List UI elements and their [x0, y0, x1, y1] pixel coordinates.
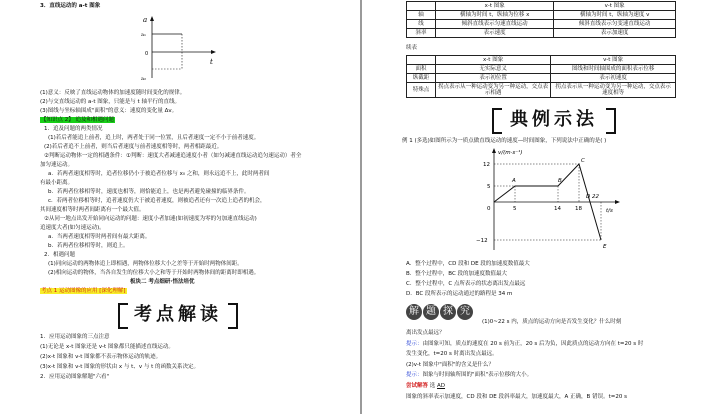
table-cell: 表示初速度: [551, 74, 676, 83]
answer-value: AD: [437, 383, 446, 389]
a-t-graph: [138, 14, 218, 82]
point-c-label: C: [581, 158, 585, 164]
table-header-cell: [407, 2, 436, 11]
right-bracket: [606, 108, 616, 134]
v-t-graph: [472, 146, 622, 254]
table-cell: 拐点表示从一种运动变为另一种运动，交点表示相遇: [436, 83, 551, 98]
y-tick-5: 5: [487, 184, 491, 190]
table-cell: 特殊点: [407, 83, 436, 98]
a-axis-label: a: [143, 16, 148, 24]
body-line: a．若两者速度相等时，追者位移仍小于被追者位移与 x₀ 之和，则永远追不上，此时两者间: [48, 171, 270, 177]
hint-1-cont: 发生变化，t=20 s 时离出发点最远。: [406, 351, 498, 357]
table-cell: 倾斜直线表示匀速直线运动: [436, 20, 554, 29]
table-cell: 表示加速度: [554, 29, 676, 38]
hint-1: [406, 342, 643, 348]
body-line: 有最小距离。: [40, 180, 74, 186]
body-line: (3)图线与坐标轴围成"面积"的意义：速度的变化量 Δv。: [40, 108, 178, 114]
left-bracket: [118, 303, 128, 329]
table-cell: 纵截距: [407, 74, 436, 83]
banner-text: 考点解读: [134, 303, 222, 325]
comparison-table-continued: [406, 55, 676, 98]
table-cell: 线: [407, 20, 436, 29]
table-cell: 拐点表示从一种运动变为另一种运动，交点表示速度相等: [551, 83, 676, 98]
point-b-label: B: [558, 178, 562, 184]
table-cell: 倾斜直线表示匀变速直线运动: [554, 20, 676, 29]
option-b: B．整个过程中，BC 段的加速度数值最大: [406, 271, 508, 277]
question-2: (2)v-t 图象中"面积"的含义是什么？: [406, 362, 494, 368]
tile-tan: 探: [440, 304, 456, 320]
jieti-tanjiu-tiles: [406, 304, 474, 320]
y-tick-neg12: −12: [476, 238, 488, 244]
section-heading: 3．直线运动的 a-t 图象: [40, 3, 101, 9]
body-line: ②从同一地点出发开始同向运动的问题：速度小者加速(如初速度为零的匀加速直线运动): [44, 216, 257, 222]
v-axis-label: v/(m·s⁻¹): [498, 150, 523, 156]
table-cell: 表示初位置: [436, 74, 551, 83]
origin-label: 0: [145, 51, 149, 57]
right-bracket: [228, 303, 238, 329]
body-line: (3)x-t 图象和 v-t 图象的形状由 x 与 t、v 与 t 的函数关系决定。: [40, 364, 199, 370]
tile-ti: 题: [423, 304, 439, 320]
body-line: 1．追及问题的两类情况: [44, 126, 103, 132]
t-axis-label: t: [210, 58, 213, 66]
tile-jie: 解: [406, 304, 422, 320]
hint-label: 提示：: [406, 341, 423, 347]
body-line: (2)x-t 图象和 v-t 图象都不表示物体运动的轨迹。: [40, 354, 162, 360]
left-bracket: [492, 108, 502, 134]
table-cell: 面积: [407, 65, 436, 74]
option-a: A．整个过程中，CD 段和 DE 段的加速度数值最大: [406, 261, 530, 267]
table-cell: 横轴为时间 t，纵轴为位移 x: [436, 11, 554, 20]
table-header-cell: v-t 图象: [551, 56, 676, 65]
table-row: [407, 20, 676, 29]
right-page: [362, 0, 720, 414]
body-line: ②判断运动物体一定的相遇条件：①判断：速度大者减速追速度小者（如匀减速直线运动追匀速运动）者全: [44, 153, 302, 159]
hint-text: 由图象可知，质点的速度在 20 s 前为正，20 s 后为负，因此质点的运动方向在 t=20 s 时: [422, 341, 644, 347]
banner-text: 典例示法: [510, 108, 598, 130]
table-header-cell: x-t 图象: [436, 2, 554, 11]
table-row: [407, 65, 676, 74]
answer-label: 尝试解答: [406, 383, 429, 389]
hint-label: 提示：: [406, 372, 423, 378]
table-cell: 斜率: [407, 29, 436, 38]
table-header-row: [407, 2, 676, 11]
answer-prefix: 选: [429, 383, 436, 389]
dianli-shifa-banner: [492, 108, 616, 132]
option-c: C．整个过程中，C 点所表示的状态离出发点最远: [406, 281, 526, 287]
body-line: 加匀速运动。: [40, 162, 74, 168]
y-tick-0: 0: [487, 206, 491, 212]
kaodian-jiedu-banner: [118, 303, 238, 327]
table-header-cell: [407, 56, 436, 65]
tile-jiu: 究: [457, 304, 473, 320]
solution-text: 图象的斜率表示加速度，CD 段和 DE 段斜率最大，加速度最大，A 正确，B 错误。t=20 s: [406, 394, 627, 400]
body-line: c．若两者位移相等时，追者速度仍大于被追者速度，则被追者还有一次追上追者的机会，: [48, 198, 266, 204]
a2-label: a₂: [141, 76, 146, 82]
table-cell: 无实际意义: [436, 65, 551, 74]
x-tick-22: D 22: [586, 194, 599, 200]
table-row: [407, 11, 676, 20]
x-tick-5: 5: [513, 206, 517, 212]
body-line: b．若两者位移相等时，则追上。: [48, 243, 129, 249]
body-line: 其间速度相等时两者间距离有一个最大值。: [40, 207, 145, 213]
y-tick-12: 12: [483, 162, 490, 168]
t-axis-label: t/s: [606, 208, 613, 214]
topic-tag: 考点 1 运动图像的应用 [深化理解]: [41, 288, 126, 294]
table-header-cell: v-t 图象: [554, 2, 676, 11]
body-line: 追速度大者(如匀速运动)。: [40, 225, 105, 231]
body-line: (1)无论是 x-t 图象还是 v-t 图象都只能描述直线运动。: [40, 344, 174, 350]
table-cell: 表示速度: [436, 29, 554, 38]
body-line: 2．应用运动图象解题"六看": [40, 374, 110, 380]
table-header-cell: x-t 图象: [436, 56, 551, 65]
table-cell: 轴: [407, 11, 436, 20]
option-d: D．BC 段所表示的运动通过的路程是 34 m: [406, 291, 513, 297]
answer-line: [406, 384, 445, 390]
table-row: [407, 83, 676, 98]
question-1-cont: 离出发点最远？: [406, 330, 445, 336]
body-line: (1)意义：反映了直线运动物体的加速度随时间变化的规律。: [40, 90, 186, 96]
table-header-row: [407, 56, 676, 65]
body-line: (1)同向运动的两物体追上即相遇，两物体位移大小之差等于开始时两物体间距。: [48, 261, 243, 267]
a1-label: a₁: [141, 32, 146, 38]
body-line: 2．相遇问题: [44, 252, 75, 258]
hint-2: [406, 373, 532, 379]
table-caption: 续表: [406, 45, 418, 51]
point-e-label: E: [603, 244, 607, 250]
table-row: [407, 74, 676, 83]
body-line: (1)若后者能追上前者，追上时，两者处于同一位置，且后者速度一定不小于前者速度。: [48, 135, 260, 141]
knowledge-tag: 【知识点 2】 追及和相遇问题: [41, 117, 114, 123]
body-line: (2)相向运动的物体，当各自发生的位移大小之和等于开始时两物体间的距离时即相遇。: [48, 270, 260, 276]
point-a-label: A: [512, 178, 516, 184]
body-line: a．当两者速度相等时两者间有最大距离。: [48, 234, 151, 240]
table-row: [407, 29, 676, 38]
x-tick-18: 18: [575, 206, 582, 212]
question-1: (1)0~22 s 内，质点的运动方向是否发生变化？什么时刻: [482, 319, 622, 325]
comparison-table: [406, 1, 676, 38]
example-question: 例 1 (多选)如图所示为一质点做直线运动的速度—时间图象，下列说法中正确的是( ): [402, 138, 607, 144]
hint-text: 图象与时间轴所围的"面积"表示位移的大小。: [422, 372, 533, 378]
body-line: b．若两者位移相等时，速度也相等，则恰能追上，也是两者避免碰撞的临界条件。: [48, 189, 250, 195]
body-line: (2)与交直线运动的 a-t 图象，只能是与 t 轴平行的直线。: [40, 99, 180, 105]
body-line: (2)若后者追不上前者，则当后者速度与前者速度相等时，两者相距最近。: [44, 144, 223, 150]
table-cell: 图线和时间轴围成的面积表示位移: [551, 65, 676, 74]
body-line: 1．应用运动图象的三点注意: [40, 334, 110, 340]
x-tick-14: 14: [554, 206, 561, 212]
section-title: 板块二 考点细研·悟法培优: [130, 279, 195, 285]
table-cell: 横轴为时间 t，纵轴为速度 v: [554, 11, 676, 20]
